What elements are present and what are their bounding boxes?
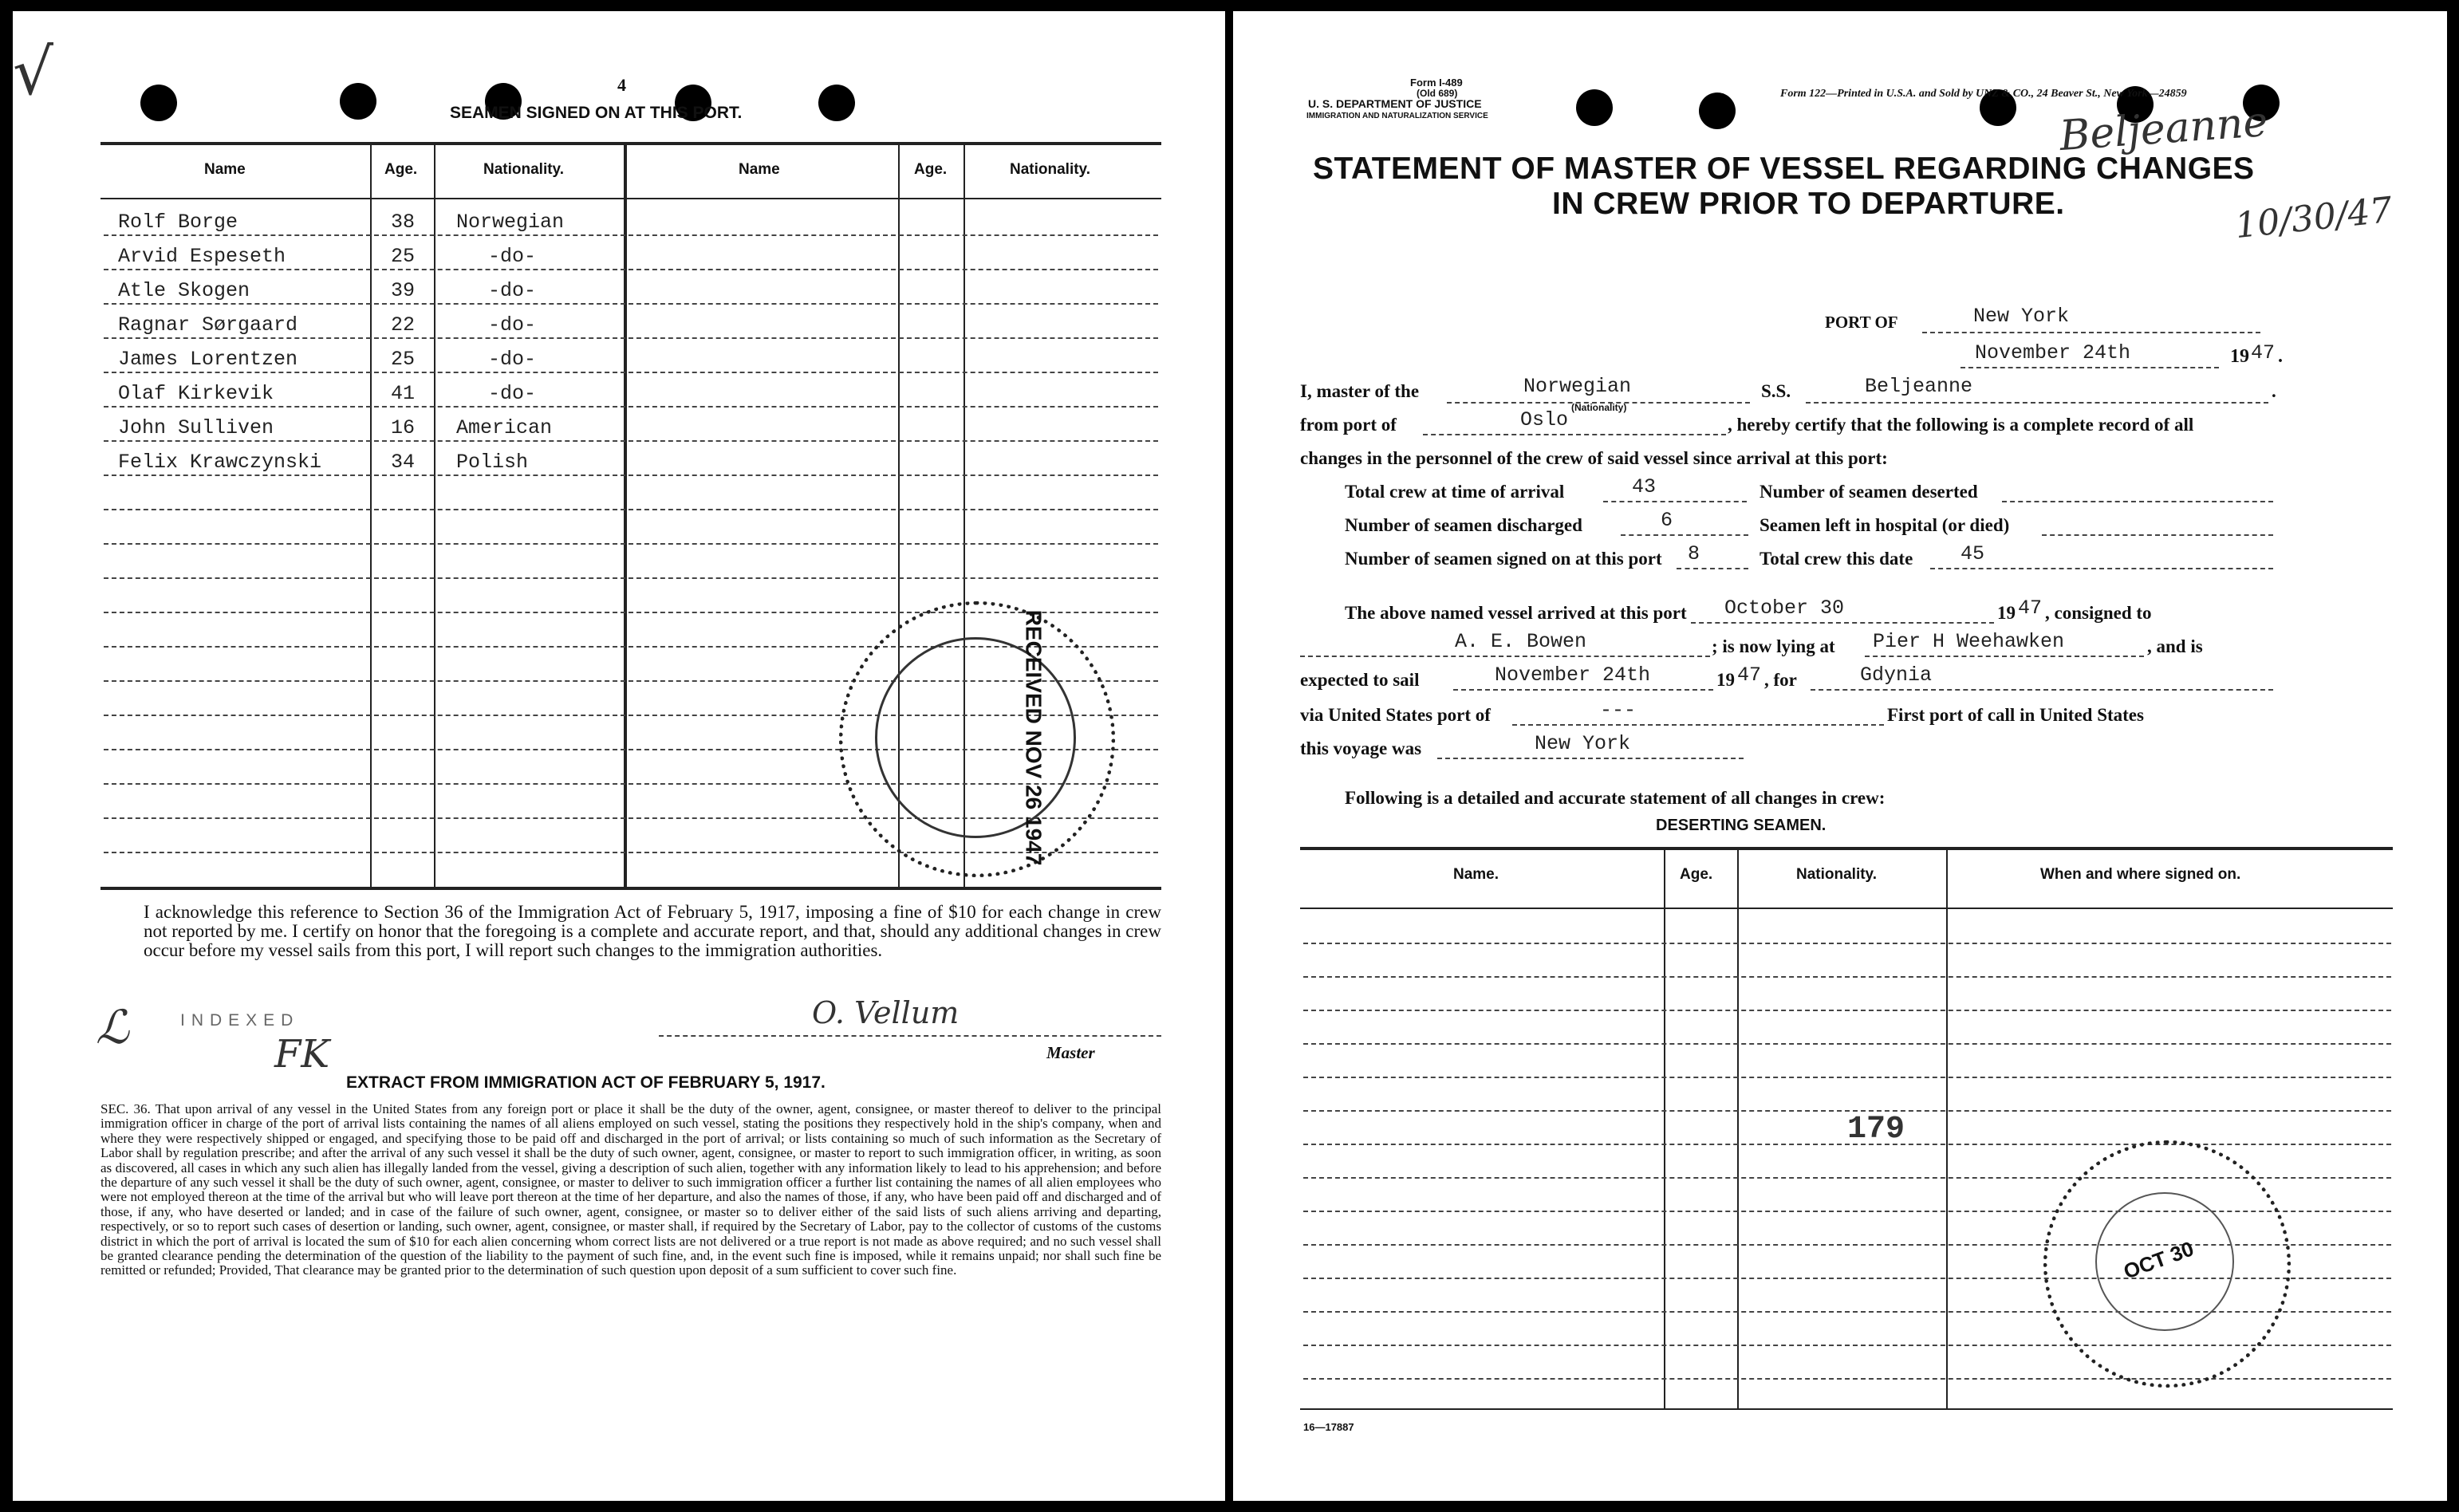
consignee-value: A. E. Bowen	[1455, 630, 1587, 653]
year-value: 47	[2251, 341, 2276, 364]
expected-value: November 24th	[1495, 663, 1651, 687]
page-number: 4	[617, 75, 626, 95]
total-crew-value: 43	[1632, 475, 1657, 498]
received-stamp	[839, 601, 1115, 877]
seaman-age: 22	[391, 313, 416, 337]
deserting-title: DESERTING SEAMEN.	[1656, 817, 1827, 834]
punch-hole	[340, 83, 376, 120]
seaman-nationality: Norwegian	[456, 211, 565, 234]
deserting-col-nationality: Nationality.	[1796, 866, 1877, 883]
this-voyage-label: this voyage was	[1300, 738, 1422, 758]
service-name: IMMIGRATION AND NATURALIZATION SERVICE	[1306, 112, 1488, 120]
seaman-name: Felix Krawczynski	[118, 451, 322, 474]
indexed-stamp: INDEXED	[180, 1011, 300, 1030]
col-header-name-2: Name	[739, 161, 780, 178]
discharged-label: Number of seamen discharged	[1345, 515, 1582, 535]
seaman-nationality: -do-	[488, 279, 537, 302]
year-prefix: 19	[2230, 346, 2249, 367]
following-text: Following is a detailed and accurate statement of all changes in crew:	[1345, 788, 1886, 808]
seaman-age: 25	[391, 348, 416, 371]
handwritten-initials-mark: ℒ	[96, 1000, 129, 1054]
for-label: , for	[1764, 670, 1797, 690]
arrived-year: 47	[2018, 597, 2043, 620]
handwritten-vessel-name: Beljeanne	[2058, 97, 2270, 161]
arrived-value: October 30	[1724, 597, 1845, 620]
punch-hole	[1576, 89, 1613, 126]
master-of-label: I, master of the	[1300, 381, 1420, 401]
ship-name: Beljeanne	[1865, 375, 1973, 398]
for-value: Gdynia	[1860, 663, 1933, 687]
hospital-label: Seamen left in hospital (or died)	[1760, 515, 2010, 535]
ss-label: S.S.	[1761, 381, 1791, 401]
department-name: U. S. DEPARTMENT OF JUSTICE	[1308, 97, 1482, 110]
signed-on-value: 8	[1688, 542, 1700, 565]
seaman-name: James Lorentzen	[118, 348, 298, 371]
nationality-caption: (Nationality)	[1571, 402, 1627, 413]
from-port-value: Oslo	[1520, 408, 1569, 431]
date-value: November 24th	[1975, 341, 2131, 364]
old-form-number: (Old 689)	[1417, 88, 1458, 99]
via-value: ---	[1600, 699, 1637, 722]
handwritten-initials: FK	[274, 1032, 330, 1077]
seaman-name: Arvid Espeseth	[118, 245, 286, 268]
and-is-label: , and is	[2147, 636, 2203, 656]
seaman-age: 38	[391, 211, 416, 234]
date-stamp	[2043, 1140, 2291, 1388]
seaman-age: 34	[391, 451, 416, 474]
punch-hole	[140, 85, 177, 121]
period: .	[2278, 346, 2283, 367]
arrived-label: The above named vessel arrived at this port	[1345, 603, 1687, 623]
col-header-nationality: Nationality.	[483, 161, 564, 178]
punch-hole	[818, 85, 855, 121]
seaman-nationality: -do-	[488, 313, 537, 337]
seaman-nationality: -do-	[488, 382, 537, 405]
arrived-year-prefix: 19	[1997, 603, 2016, 623]
signed-on-label: Number of seamen signed on at this port	[1345, 549, 1662, 569]
col-header-name: Name	[204, 161, 246, 178]
via-label: via United States port of	[1300, 705, 1491, 725]
printer-note: Form 122—Printed in U.S.A. and Sold by UNZ & CO., 24 Beaver St., New York—24859	[1780, 88, 2187, 100]
expected-label: expected to sail	[1300, 670, 1420, 690]
acknowledgment-text: I acknowledge this reference to Section 36 of the Immigration Act of February 5, 1917, imposing a fine of $10 for each change in crew not reported by me. I certify on honor that the foregoing is a complete and accurate report, and that, should any additional changes in crew occur before my vessel sails from this port, I will report such changes to the immigration authorities.	[144, 902, 1161, 960]
first-port-label: First port of call in United States	[1887, 705, 2144, 725]
right-page	[1233, 11, 2447, 1501]
received-stamp-text: RECEIVED NOV 26 1947	[1021, 609, 1046, 866]
discharged-value: 6	[1661, 509, 1673, 532]
footer-code: 16—17887	[1303, 1421, 1354, 1433]
seaman-name: Ragnar Sørgaard	[118, 313, 298, 337]
seaman-age: 39	[391, 279, 416, 302]
col-header-age: Age.	[384, 161, 418, 178]
seaman-name: John Sulliven	[118, 416, 274, 439]
total-date-label: Total crew this date	[1760, 549, 1913, 569]
seaman-name: Olaf Kirkevik	[118, 382, 274, 405]
this-voyage-value: New York	[1535, 732, 1631, 755]
total-date-value: 45	[1961, 542, 1985, 565]
seaman-nationality: Polish	[456, 451, 529, 474]
period: .	[2272, 381, 2276, 401]
check-mark: √	[13, 35, 53, 109]
lying-label: ; is now lying at	[1712, 636, 1835, 656]
deserting-col-when-where: When and where signed on.	[2040, 866, 2241, 883]
deserted-label: Number of seamen deserted	[1760, 482, 1978, 502]
left-page	[13, 11, 1225, 1501]
form-number: Form I-489	[1410, 77, 1463, 89]
col-header-age-2: Age.	[914, 161, 948, 178]
port-of-label: PORT OF	[1825, 313, 1898, 332]
handwritten-date: 10/30/47	[2232, 189, 2394, 247]
form-title-line2: IN CREW PRIOR TO DEPARTURE.	[1552, 187, 2065, 221]
expected-year-prefix: 19	[1716, 670, 1735, 690]
lying-value: Pier H Weehawken	[1873, 630, 2065, 653]
extract-text: SEC. 36. That upon arrival of any vessel in the United States from any foreign port or place it shall be the duty of the owner, agent, consignee, or master thereof to deliver to the principal immigration officer in charge of the port of arrival lists containing the names of all aliens employed on such vessel, stating the positions they respectively hold in the ship's company, when and where they were respectively shipped or engaged, and specifying those to be paid off and discharged in the port of arrival; or lists containing so much of such information as the Secretary of Labor shall by regulation prescribe; and after the arrival of any such vessel it shall be the duty of such owner, agent, consignee, or master to report to such immigration officer, in writing, as soon as discovered, all cases in which any such alien has illegally landed from the vessel, giving a description of such alien, together with any information likely to lead to his apprehension; and before the departure of any such vessel it shall be the duty of such owner, agent, consignee, or master to deliver to such immigration officer a further list containing the names of all alien employees who were not employed thereon at the time of the arrival but who will leave port thereon at the time of her departure, and also the names of those, if any, who have been paid off and discharged and of those, if any, who have deserted or landed; and in case of the failure of such owner, agent, consignee, or master so to deliver either of the said lists of such aliens arriving and departing, respectively, or so to report such cases of desertion or landing, such owner, agent, consignee, or master shall, if required by the Secretary of Labor, pay to the collector of customs of the customs district in which the port of arrival is located the sum of $10 for each alien concerning whom correct lists are not delivered or a true report is not made as above required; and no such vessel shall be granted clearance pending the determination of the question of the liability to the payment of such fine, and, in the event such fine is imposed, while it remains unpaid; nor shall such fine be remitted or refunded; Provided, That clearance may be granted prior to the determination of such question upon deposit of a sum sufficient to cover such fine.	[100, 1101, 1161, 1278]
seaman-age: 41	[391, 382, 416, 405]
section-title: SEAMEN SIGNED ON AT THIS PORT.	[450, 104, 743, 122]
form-title-line1: STATEMENT OF MASTER OF VESSEL REGARDING CHANGES	[1313, 152, 2255, 186]
seaman-nationality: -do-	[488, 348, 537, 371]
seaman-name: Rolf Borge	[118, 211, 238, 234]
changes-text: changes in the personnel of the crew of said vessel since arrival at this port:	[1300, 448, 1888, 468]
master-signature: O. Vellum	[812, 995, 960, 1030]
total-crew-label: Total crew at time of arrival	[1345, 482, 1565, 502]
from-port-label: from port of	[1300, 415, 1397, 435]
punch-hole	[1699, 93, 1736, 129]
certify-text: , hereby certify that the following is a complete record of all	[1728, 415, 2194, 435]
expected-year: 47	[1737, 663, 1762, 687]
seaman-nationality: American	[456, 416, 553, 439]
seaman-name: Atle Skogen	[118, 279, 250, 302]
seaman-age: 25	[391, 245, 416, 268]
nationality-value: Norwegian	[1523, 375, 1632, 398]
date-stamp-text: OCT 30	[2120, 1236, 2197, 1284]
master-label: Master	[1046, 1043, 1095, 1062]
deserting-col-name: Name.	[1453, 866, 1499, 883]
port-of-value: New York	[1973, 305, 2070, 328]
seaman-nationality: -do-	[488, 245, 537, 268]
col-header-nationality-2: Nationality.	[1010, 161, 1090, 178]
extract-title: EXTRACT FROM IMMIGRATION ACT OF FEBRUARY 5, 1917.	[346, 1073, 826, 1092]
handwritten-number: 179	[1847, 1112, 1905, 1148]
consigned-label: , consigned to	[2045, 603, 2152, 623]
seaman-age: 16	[391, 416, 416, 439]
deserting-col-age: Age.	[1680, 866, 1713, 883]
